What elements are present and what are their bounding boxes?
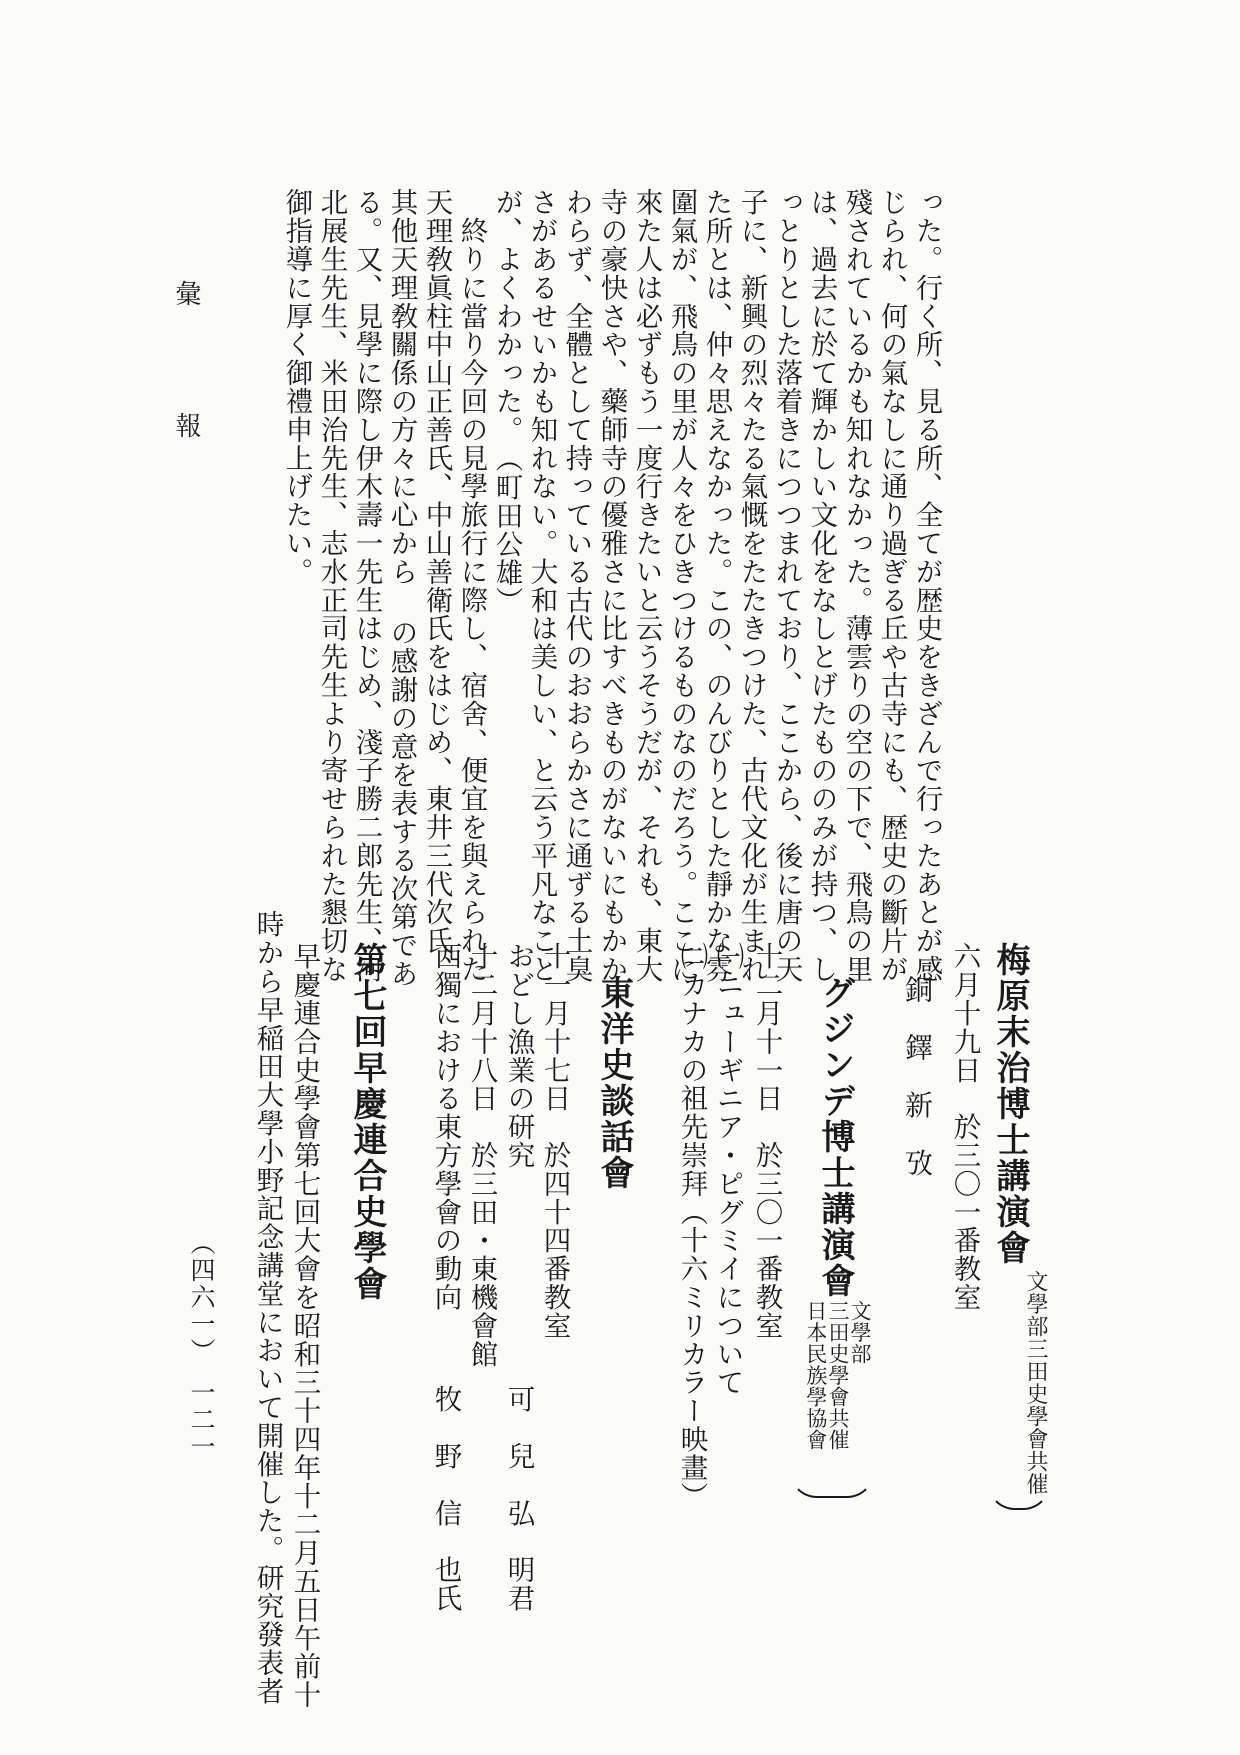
body-line: た所とは、仲々思えなかった。この、のんびりとした靜かな雰 — [700, 188, 733, 984]
lecture-topic: 銅 鐸 新 攷 — [901, 975, 934, 1178]
page-number: （四六一） 一二一 — [187, 1230, 216, 1461]
talk-topic: 西獨における東方學會の動向 — [429, 942, 462, 1312]
body-line: 時から早稲田大學小野記念講堂において開催した。研究發表者 — [251, 910, 284, 1706]
body-line: 子に、新興の烈々たる氣慨をたたきつけた、古代文化が生まれ — [735, 188, 768, 984]
section-title: 梅原末治博士講演會 — [990, 942, 1030, 1266]
body-line: 殘されているかも知れなかった。薄雲りの空の下で、飛鳥の里 — [840, 188, 873, 984]
date-venue: 十二月十八日 於三田・東機會館 — [465, 942, 498, 1368]
body-line: 終りに當り今回の見學旅行に際し、宿舍、便宜を與えられた — [455, 188, 488, 984]
body-line: 御指導に厚く御禮申上げたい。 — [280, 188, 313, 586]
cosponsor-note — [789, 1300, 875, 1498]
cosponsor-line: 日本民族學協會 — [803, 1300, 828, 1451]
section-title: 東洋史談話會 — [594, 975, 634, 1191]
cosponsor-note — [987, 1270, 1051, 1510]
body-line: 其他天理敎關係の方々に心から の感謝の意を表する次第であ — [385, 188, 418, 988]
body-line: が、よくわかった。 （町田公雄） — [490, 188, 523, 615]
cosponsor-line: 文學部 — [848, 1300, 872, 1365]
body-line: 北展生先生、米田治先生、志水正司先生より寄せられた懇切な — [315, 188, 348, 984]
body-line: は、過去に於て輝かしい文化をなしとげたもののみが持つ、し — [805, 188, 838, 984]
body-line: った。行く所、見る所、全てが歴史をきざんで行ったあとが感 — [910, 188, 943, 984]
body-line: さがあるせいかも知れない。大和は美しい、と云う平凡なこと — [525, 188, 558, 984]
body-line: 來た人は必ずもう一度行きたいと云うそうだが、それも、東大 — [630, 188, 663, 984]
body-line: っとりとした落着きにつつまれており、ここから、後に唐の天 — [770, 188, 803, 984]
body-line: 早慶連合史學會第七回大會を昭和三十四年十二月五日午前十 — [288, 942, 321, 1709]
body-line: る。又、見學に際し伊木壽一先生はじめ、淺子勝二郎先生、河 — [350, 188, 383, 984]
lecture-item: ㈠ニューギニア・ピグミイについて — [711, 942, 744, 1397]
date-venue: 十一月十七日 於四十四番教室 — [538, 942, 571, 1340]
body-line: わらず、全體として持っている古代のおおらかさに通ずる土臭 — [560, 188, 593, 984]
running-head-char2: 報 — [171, 412, 201, 438]
section-title: グジンデ博士講演會 — [815, 975, 855, 1299]
body-line: 天理敎眞柱中山正善氏、中山善衛氏をはじめ、東井三代次氏、 — [420, 188, 453, 984]
cosponsor-text: 文學部三田史學會共催 — [1023, 1270, 1048, 1495]
date-venue: 六月十九日 於三〇一番教室 — [948, 942, 981, 1312]
running-head-char1: 彙 — [171, 280, 201, 306]
date-venue: 十二月十一日 於三〇一番教室 — [750, 942, 783, 1340]
talk-topic: おどし漁業の研究 — [502, 942, 535, 1170]
body-line: 圍氣が、飛鳥の里が人々をひきつけるものなのだろう。ここに — [665, 188, 698, 984]
section-title: 第七回早慶連合史學會 — [347, 942, 387, 1302]
body-line: じられ、何の氣なしに通り過ぎる丘や古寺にも、歴史の斷片が — [875, 188, 908, 984]
lecture-item: ㈡カナカの祖先崇拜（十六ミリカラー映畫） — [675, 942, 708, 1510]
body-line: 寺の豪快さや、藥師寺の優雅さに比すべきものがないにもかか — [595, 188, 628, 984]
speaker-name: 牧 野 信 也氏 — [429, 1385, 462, 1613]
cosponsor-line: 三田史學會共催 — [825, 1300, 850, 1451]
speaker-name: 可 兒 弘 明君 — [502, 1385, 535, 1613]
